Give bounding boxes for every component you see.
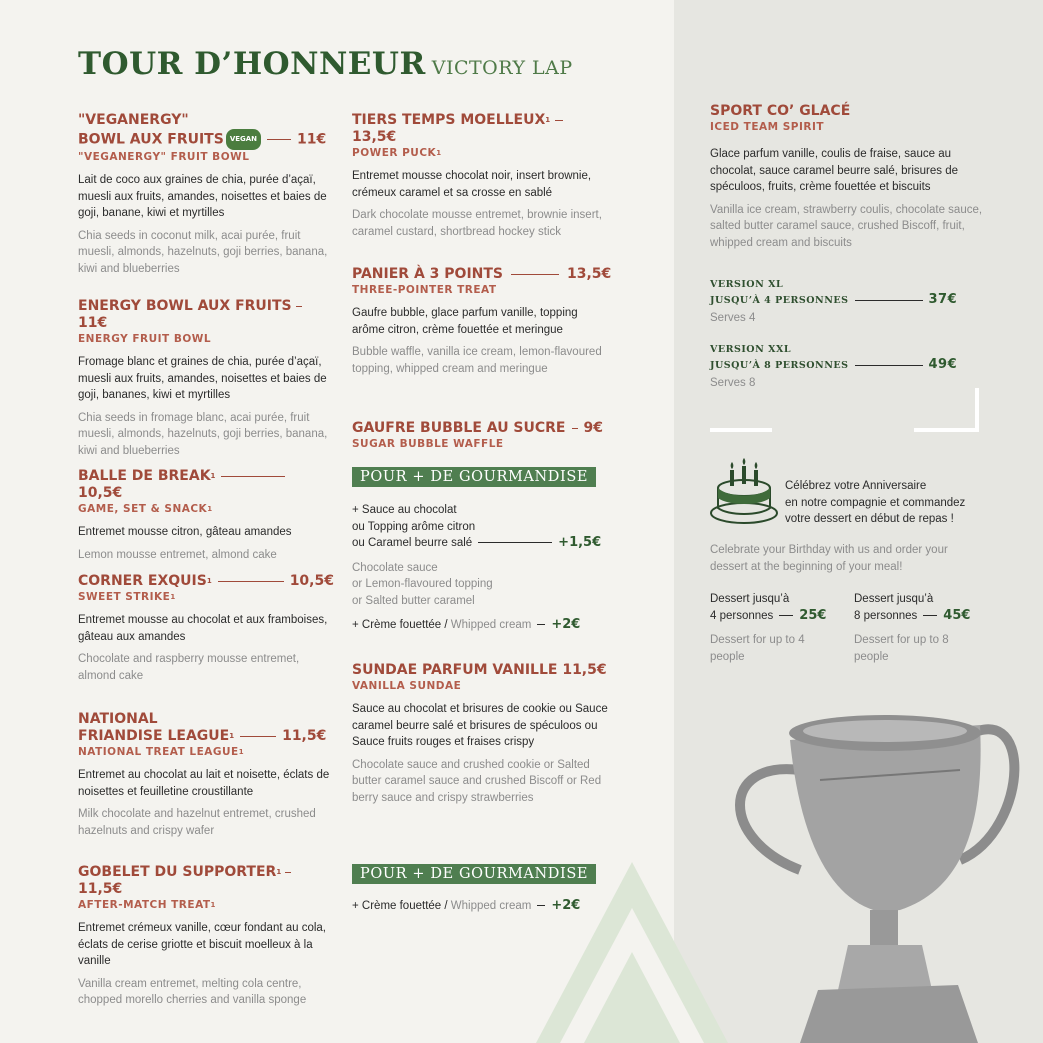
extras-heading: POUR + DE GOURMANDISE	[352, 467, 596, 487]
item-desc-fr: Entremet mousse citron, gâteau amandes	[78, 526, 292, 538]
item-subtitle: "VEGANERGY" FRUIT BOWL	[78, 151, 250, 163]
item-desc-fr: Entremet mousse au chocolat et aux framboises, gâteau aux amandes	[78, 614, 328, 643]
menu-item-tiers-temps: TIERS TEMPS MOELLEUX$^1$13,5€ POWER PUCK$^1$ Entremet mousse chocolat noir, insert brownie, crémeux caramel et sa crosse en sablé Dark chocolate mousse entremet, brownie insert, caramel custard, shortbread hockey stick	[352, 112, 612, 240]
menu-item-gobelet-supporter: GOBELET DU SUPPORTER$^1$11,5€ AFTER-MATCH TREAT$^1$ Entremet crémeux vanille, cœur fondant au cola, éclats de cerise griotte et biscuit moelleux à la vanille Vanilla cream entremet, melting cola centre, chopped morello cherries and vanilla sponge	[78, 864, 334, 1009]
item-subtitle: AFTER-MATCH TREAT	[78, 899, 211, 911]
item-desc-fr: Entremet mousse chocolat noir, insert brownie, crémeux caramel et sa crosse en sablé	[352, 170, 592, 199]
footnote-mark: 1	[210, 472, 216, 480]
menu-item-sundae	[352, 662, 612, 806]
birthday-option-8	[854, 591, 984, 665]
menu-item-corner-exquis: CORNER EXQUIS$^1$ 10,5€ SWEET STRIKE$^1$ Entremet mousse au chocolat et aux framboises, gâteau aux amandes Chocolate and raspberry mousse entremet, almond cake	[78, 573, 334, 684]
item-name: GAUFRE BUBBLE AU SUCRE	[352, 420, 566, 436]
birthday-fr-2: en notre compagnie et commandez	[785, 496, 966, 509]
item-name: GOBELET DU SUPPORTER	[78, 864, 277, 880]
extra-sauce-en2: or Lemon-flavoured topping	[352, 578, 493, 590]
item-name: SPORT CO’ GLACÉ	[710, 103, 851, 119]
extra2-cream-price: +2€	[551, 898, 581, 913]
title-fr: TOUR D’HONNEUR	[78, 46, 426, 82]
item-desc-en: Vanilla cream entremet, melting cola centre, chopped morello cherries and vanilla sponge	[78, 977, 307, 1006]
item-desc-en: Dark chocolate mousse entremet, brownie insert, caramel custard, shortbread hockey stick	[352, 209, 602, 238]
menu-item-veganergy	[78, 112, 334, 277]
item-name: "VEGANERGY"	[78, 112, 189, 128]
version-xxl-title: VERSION XXL	[710, 344, 791, 355]
opt1-line2: 4 personnes	[710, 609, 774, 622]
item-desc-fr: Entremet au chocolat au lait et noisette, éclats de noisettes et feuilletine croustillante	[78, 769, 330, 798]
opt2-line1: Dessert jusqu’à	[854, 593, 934, 605]
item-name: SUNDAE PARFUM VANILLE	[352, 662, 558, 678]
birthday-text-fr	[785, 478, 995, 528]
footnote-mark: 1	[545, 116, 551, 124]
item-subtitle: SWEET STRIKE	[78, 591, 171, 603]
item-name: NATIONAL	[78, 711, 158, 727]
item-desc-fr: Fromage blanc et graines de chia, purée d’açaï, muesli aux fruits, amandes, noisettes et baies de goji, bananes, kiwi et myrtilles	[78, 356, 327, 401]
extras-sauce-block	[352, 502, 612, 634]
menu-item-sport-co-glace	[710, 103, 986, 251]
item-desc-en: Chia seeds in fromage blanc, acai purée, fruit muesli, almonds, hazelnuts, goji berries, banana, kiwi and blueberries	[78, 411, 328, 457]
item-desc-fr: Lait de coco aux graines de chia, purée d’açaï, muesli aux fruits, amandes, noisettes et baies de goji, banane, kiwi et myrtilles	[78, 174, 327, 219]
extra-sauce-line2: ou Topping arôme citron	[352, 520, 476, 533]
page-title	[78, 46, 573, 82]
item-subtitle: NATIONAL TREAT LEAGUE	[78, 746, 239, 758]
footnote-mark: 1	[276, 868, 282, 876]
extra-cream-fr: + Crème fouettée /	[352, 619, 448, 631]
item-subtitle: THREE-POINTER TREAT	[352, 284, 497, 296]
item-desc-en: Bubble waffle, vanilla ice cream, lemon-flavoured topping, whipped cream and meringue	[352, 346, 602, 375]
extra-sauce-en1: Chocolate sauce	[352, 561, 438, 574]
item-name: CORNER EXQUIS	[78, 573, 207, 589]
extra2-cream-en: Whipped cream	[450, 900, 532, 912]
opt2-en: Dessert for up to 8 people	[854, 634, 949, 663]
birthday-fr-1: Célébrez votre Anniversaire	[785, 480, 927, 492]
item-subtitle: VANILLA SUNDAE	[352, 680, 462, 692]
item-subtitle: POWER PUCK	[352, 147, 437, 159]
item-name-line2: BOWL AUX FRUITS	[78, 131, 224, 148]
version-xl	[710, 277, 986, 327]
item-desc-en: Chocolate sauce and crushed cookie or Salted butter caramel sauce and crushed Biscoff or Red berry sauce and crispy strawberries	[352, 758, 602, 804]
opt1-en: Dessert for up to 4 people	[710, 634, 805, 663]
item-desc-en: Lemon mousse entremet, almond cake	[78, 548, 277, 561]
opt1-price: 25€	[799, 607, 827, 623]
item-price: 10,5€	[289, 573, 334, 589]
menu-item-national-friandise: NATIONAL FRIANDISE LEAGUE$^1$ 11,5€ NATIONAL TREAT LEAGUE$^1$ Entremet au chocolat au lait et noisette, éclats de noisettes et feuilletine croustillante Milk chocolate and hazelnut entremet, crushed hazelnuts and crispy wafer	[78, 711, 334, 839]
item-price: 9€	[583, 420, 603, 436]
item-name-line2: FRIANDISE LEAGUE	[78, 728, 230, 744]
menu-item-balle-de-break: BALLE DE BREAK$^1$10,5€ GAME, SET & SNACK$^1$ Entremet mousse citron, gâteau amandes Lemon mousse entremet, almond cake	[78, 468, 334, 563]
item-price: 11,5€	[282, 728, 327, 744]
menu-item-panier-3-points	[352, 266, 612, 377]
extra-sauce-line1: + Sauce au chocolat	[352, 504, 457, 516]
item-price: 13,5€	[567, 266, 612, 282]
version-xxl	[710, 342, 986, 392]
item-desc-fr: Sauce au chocolat et brisures de cookie ou Sauce caramel beurre salé et brisures de spéculoos ou Sauce fruits rouges et fraises crispy	[352, 703, 608, 748]
opt2-line2: 8 personnes	[854, 609, 918, 622]
item-price: 11€	[78, 315, 108, 331]
item-name: TIERS TEMPS MOELLEUX	[352, 112, 546, 128]
item-price: 10,5€	[78, 485, 123, 501]
item-desc-en: Vanilla ice cream, strawberry coulis, chocolate sauce, salted butter caramel sauce, crushed Biscoff, fruit, whipped cream and biscuits	[710, 203, 983, 249]
item-subtitle: ICED TEAM SPIRIT	[710, 121, 825, 133]
item-subtitle: ENERGY FRUIT BOWL	[78, 333, 212, 345]
item-name: PANIER À 3 POINTS	[352, 266, 503, 282]
item-name: BALLE DE BREAK	[78, 468, 211, 484]
item-desc-en: Milk chocolate and hazelnut entremet, crushed hazelnuts and crispy wafer	[78, 808, 316, 837]
item-price: 11,5€	[562, 662, 607, 678]
extra-sauce-line3: ou Caramel beurre salé	[352, 537, 473, 549]
footnote-mark: 1	[206, 577, 212, 585]
extras2-block	[352, 898, 612, 915]
version-xl-price: 37€	[928, 292, 958, 307]
extra-sauce-price: +1,5€	[558, 535, 602, 550]
birthday-cake-icon	[708, 458, 780, 528]
item-price: 13,5€	[352, 129, 397, 145]
opt1-line1: Dessert jusqu’à	[710, 593, 790, 605]
item-desc-en: Chocolate and raspberry mousse entremet, almond cake	[78, 653, 300, 682]
extra-sauce-en3: or Salted butter caramel	[352, 594, 475, 607]
birthday-fr-3: votre dessert en début de repas !	[785, 513, 954, 525]
title-en: VICTORY LAP	[431, 57, 573, 79]
item-desc-fr: Gaufre bubble, glace parfum vanille, topping arôme citron, crème fouettée et meringue	[352, 307, 578, 336]
menu-item-gaufre-bubble	[352, 420, 612, 451]
version-xxl-serves-fr: JUSQU’À 8 PERSONNES	[710, 360, 849, 371]
extras2-heading: POUR + DE GOURMANDISE	[352, 864, 596, 884]
item-desc-fr: Entremet crémeux vanille, cœur fondant au cola, éclats de cerise griotte et biscuit moelleux à la vanille	[78, 922, 327, 967]
version-xxl-serves-en: Serves 8	[710, 377, 756, 389]
version-xl-serves-en: Serves 4	[710, 312, 756, 324]
birthday-text-en	[710, 542, 980, 575]
extra-cream-price: +2€	[551, 617, 581, 632]
item-subtitle: GAME, SET & SNACK	[78, 503, 208, 515]
item-name: ENERGY BOWL AUX FRUITS	[78, 298, 292, 314]
version-xl-title: VERSION XL	[710, 279, 784, 290]
item-desc-en: Chia seeds in coconut milk, acai purée, fruit muesli, almonds, hazelnuts, goji berries, banana, kiwi and blueberries	[78, 229, 328, 275]
version-xl-serves-fr: JUSQU’À 4 PERSONNES	[710, 295, 849, 306]
birthday-en: Celebrate your Birthday with us and order your dessert at the beginning of your meal!	[710, 544, 948, 573]
opt2-price: 45€	[943, 607, 971, 623]
birthday-option-4	[710, 591, 840, 665]
item-price: 11€	[297, 131, 327, 148]
extra-cream-en: Whipped cream	[450, 619, 532, 631]
item-desc-fr: Glace parfum vanille, coulis de fraise, sauce au chocolat, sauce caramel beurre salé, brisures de spéculoos, fruits, crème fouettée et biscuits	[710, 148, 959, 193]
menu-item-energy-bowl	[78, 298, 334, 459]
version-xxl-price: 49€	[928, 357, 958, 372]
item-price: 11,5€	[78, 881, 123, 897]
extra2-cream-fr: + Crème fouettée /	[352, 900, 448, 912]
vegan-badge: VEGAN	[226, 129, 261, 150]
footnote-mark: 1	[229, 732, 235, 740]
item-subtitle: SUGAR BUBBLE WAFFLE	[352, 438, 504, 450]
